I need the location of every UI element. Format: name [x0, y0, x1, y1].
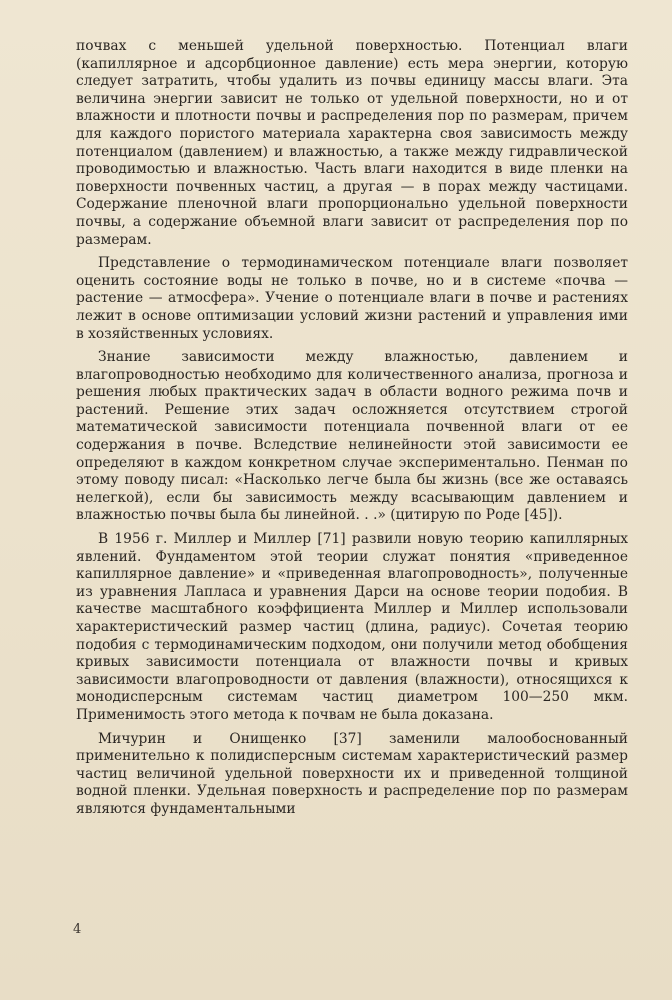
paragraph-5: Мичурин и Онищенко [37] заменили малообоснованный применительно к полидисперсным системам характеристический размер частиц величиной удельной поверхности их и приведенной толщиной водной пленки. Удельная поверхность и распределение пор по размерам являются фундаментальными [76, 730, 628, 817]
page-body-text [76, 38, 628, 819]
paragraph-2: Представление о термодинамическом потенциале влаги позволяет оценить состояние воды не только в почве, но и в системе «почва — растение — атмосфера». Учение о потенциале влаги в почве и растениях лежит в основе оптимизации условий жизни растений и управления ими в хозяйственных условиях. [76, 255, 628, 342]
paragraph-3: Знание зависимости между влажностью, давлением и влагопроводностью необходимо для количественного анализа, прогноза и решения любых практических задач в области водного режима почв и растений. Решение этих задач осложняется отсутствием строгой математической зависимости потенциала почвенной влаги от ее содержания в почве. Вследствие нелинейности этой зависимости ее определяют в каждом конкретном случае экспериментально. Пенман по этому поводу писал: «Насколько легче была бы жизнь (все же оставаясь нелегкой), если бы зависимость между всасывающим давлением и влажностью почвы была бы линейной. . .» (цитирую по Роде [45]). [76, 349, 628, 524]
paragraph-1: почвах с меньшей удельной поверхностью. Потенциал влаги (капиллярное и адсорбционное давление) есть мера энергии, которую следует затратить, чтобы удалить из почвы единицу массы влаги. Эта величина энергии зависит не только от удельной поверхности, но и от влажности и плотности почвы и распределения пор по размерам, причем для каждого пористого материала характерна своя зависимость между потенциалом (давлением) и влажностью, а также между гидравлической проводимостью и влажностью. Часть влаги находится в виде пленки на поверхности почвенных частиц, а другая — в порах между частицами. Содержание пленочной влаги пропорционально удельной поверхности почвы, а содержание объемной влаги зависит от распределения пор по размерам. [76, 38, 628, 248]
paragraph-4: В 1956 г. Миллер и Миллер [71] развили новую теорию капиллярных явлений. Фундаментом этой теории служат понятия «приведенное капиллярное давление» и «приведенная влагопроводность», полученные из уравнения Лапласа и уравнения Дарси на основе теории подобия. В качестве масштабного коэффициента Миллер и Миллер использовали характеристический размер частиц (длина, радиус). Сочетая теорию подобия с термодинамическим подходом, они получили метод обобщения кривых зависимости потенциала от влажности почвы и кривых зависимости влагопроводности от давления (влажности), относящихся к монодисперсным системам частиц диаметром 100—250 мкм. Применимость этого метода к почвам не была доказана. [76, 531, 628, 723]
page-number: 4 [73, 922, 82, 937]
